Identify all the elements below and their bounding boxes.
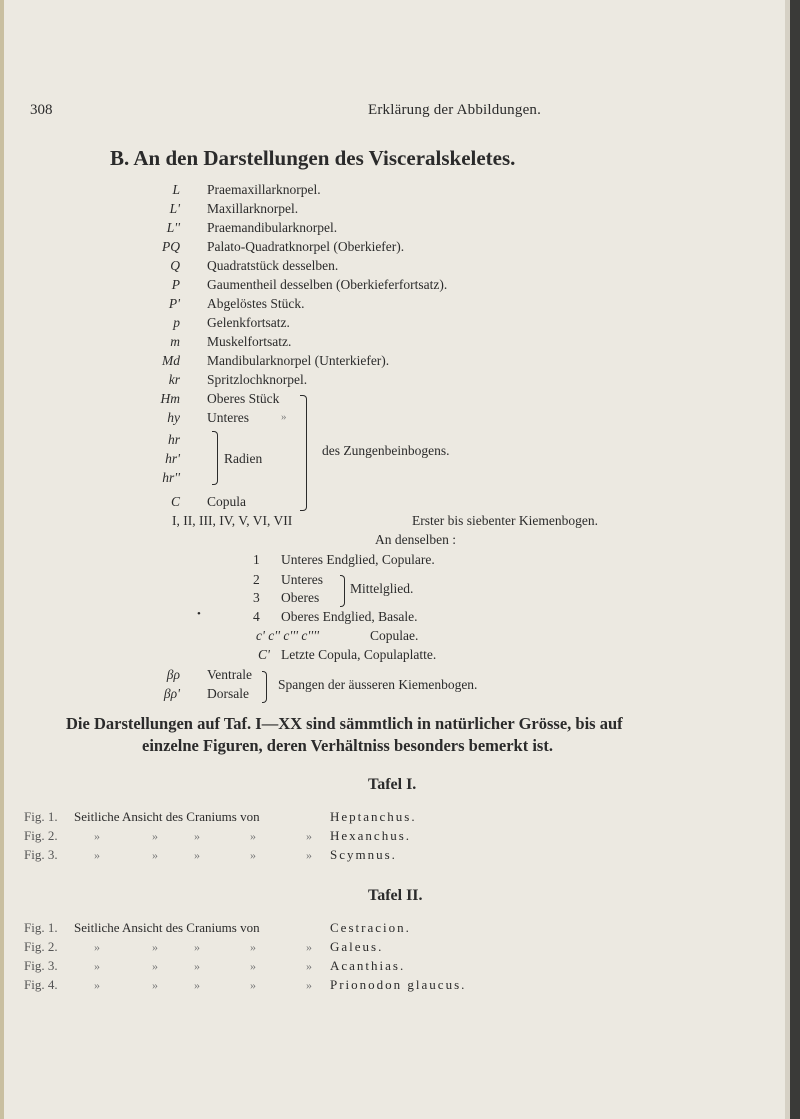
hyoid-symbol-hr1: hr' [165,451,180,466]
ditto-mark: » [250,959,256,973]
hyoid-radien: Radien [224,451,263,466]
copulae-symbols: c' c'' c''' c'''' [256,628,319,643]
figure-label: Fig. 3. [24,847,58,862]
entry-description: Praemaxillarknorpel. [207,182,321,197]
figure-label: Fig. 4. [24,977,58,992]
gill-mittelglied: Mittelglied. [350,581,414,596]
figure-label: Fig. 1. [24,809,58,824]
running-title: Erklärung der Abbildungen. [368,102,542,118]
figure-label: Fig. 2. [24,939,58,954]
figure-label: Fig. 2. [24,828,58,843]
entry-symbol: Md [162,353,180,368]
ditto-mark: » [306,940,312,954]
tafel-1-title: Tafel I. [368,776,417,793]
gill-item-number: 2 [253,572,260,587]
gill-item-3: Oberes [281,590,320,605]
gill-item-number: 3 [253,590,260,605]
note-line-1: Die Darstellungen auf Taf. I—XX sind sämmtlich in natürlicher Grösse, bis auf [66,714,623,733]
entry-symbol: L [172,182,180,197]
entry-description: Quadratstück desselben. [207,258,339,273]
gill-item-2: Unteres [281,572,323,587]
spange-symbol-ventral: βρ [166,667,180,682]
hyoid-symbol-hr2: hr'' [162,470,180,485]
tafel-2-title: Tafel II. [368,887,423,904]
ditto-mark: » [194,829,200,843]
spangen-brace [262,671,267,703]
ditto-mark: » [250,829,256,843]
ditto-mark: » [94,940,100,954]
figure-description: Seitliche Ansicht des Craniums von [74,920,260,935]
entry-symbol: p [173,315,180,330]
ditto-mark: » [250,848,256,862]
ditto-mark: » [250,940,256,954]
ditto-mark: » [281,411,287,423]
entry-description: Spritzlochknorpel. [207,372,308,387]
entry-description: Abgelöstes Stück. [207,296,305,311]
spange-symbol-dorsal: βρ' [163,686,180,701]
hyoid-oberes: Oberes Stück [207,391,280,406]
figure-species: Scymnus. [330,847,397,862]
hyoid-unteres: Unteres [207,410,249,425]
gill-ventrale: Ventrale [207,667,252,682]
hyoid-symbol-c: C [170,494,180,509]
entry-description: Mandibularknorpel (Unterkiefer). [207,353,390,368]
ditto-mark: » [194,978,200,992]
ditto-mark: » [152,978,158,992]
entry-description: Palato-Quadratknorpel (Oberkiefer). [207,239,405,254]
figure-label: Fig. 3. [24,958,58,973]
entry-symbol: L'' [166,220,180,235]
entry-description: Praemandibularknorpel. [207,220,338,235]
gill-item-1: Unteres Endglied, Copulare. [281,552,435,567]
figure-species: Heptanchus. [330,809,417,824]
ditto-mark: » [306,848,312,862]
ditto-mark: » [152,848,158,862]
ditto-mark: » [94,959,100,973]
zungenbein-brace [300,395,307,511]
gill-item-4: Oberes Endglied, Basale. [281,609,418,624]
ditto-mark: » [194,940,200,954]
ditto-mark: » [250,978,256,992]
hyoid-copula: Copula [207,494,246,509]
entry-symbol: L' [169,201,180,216]
ditto-mark: » [94,848,100,862]
section-title: B. An den Darstellungen des Visceralskeletes. [110,146,516,170]
figure-species: Galeus. [330,939,384,954]
ditto-mark: » [152,940,158,954]
gill-dorsale: Dorsale [207,686,249,701]
ditto-mark: » [152,829,158,843]
gill-numerals: I, II, III, IV, V, VI, VII [172,513,293,528]
gill-item-number: 1 [253,552,260,567]
entry-symbol: kr [168,372,180,387]
ditto-mark: » [194,959,200,973]
radien-brace [212,431,218,485]
bullet-mark: • [197,608,201,620]
hyoid-symbol-hr: hr [167,432,180,447]
entry-symbol: P' [168,296,180,311]
ditto-mark: » [194,848,200,862]
figure-species: Cestracion. [330,920,411,935]
gill-an-denselben: An denselben : [375,532,456,547]
note-line-2: einzelne Figuren, deren Verhältniss besonders bemerkt ist. [142,736,553,755]
entry-symbol: P [171,277,180,292]
page-left-margin [0,0,4,1119]
gill-copulae: Copulae. [370,628,419,643]
ditto-mark: » [306,959,312,973]
figure-description: Seitliche Ansicht des Craniums von [74,809,260,824]
mittelglied-brace [340,575,345,607]
ditto-mark: » [152,959,158,973]
ditto-mark: » [306,829,312,843]
entry-description: Muskelfortsatz. [207,334,292,349]
figure-species: Hexanchus. [330,828,412,843]
gill-last-copula: Letzte Copula, Copulaplatte. [281,647,437,662]
entry-description: Gelenkfortsatz. [207,315,290,330]
last-copula-symbol: C' [258,647,270,662]
gill-item-number: 4 [253,609,260,624]
entry-symbol: PQ [162,239,180,254]
entry-description: Maxillarknorpel. [207,201,299,216]
hyoid-symbol-hy: hy [167,410,180,425]
gill-spangen: Spangen der äusseren Kiemenbogen. [278,677,478,692]
entry-symbol: m [170,334,180,349]
ditto-mark: » [94,829,100,843]
figure-label: Fig. 1. [24,920,58,935]
entry-symbol: Q [170,258,180,273]
gill-label: Erster bis siebenter Kiemenbogen. [412,513,598,528]
ditto-mark: » [306,978,312,992]
figure-species: Acanthias. [330,958,406,973]
entry-description: Gaumentheil desselben (Oberkieferfortsatz). [207,277,448,292]
hyoid-group-label: des Zungenbeinbogens. [322,443,450,458]
figure-species: Prionodon glaucus. [330,977,467,992]
page-edge-dark [790,0,800,1119]
ditto-mark: » [94,978,100,992]
hyoid-symbol-hm: Hm [160,391,180,406]
page-number: 308 [30,102,53,118]
